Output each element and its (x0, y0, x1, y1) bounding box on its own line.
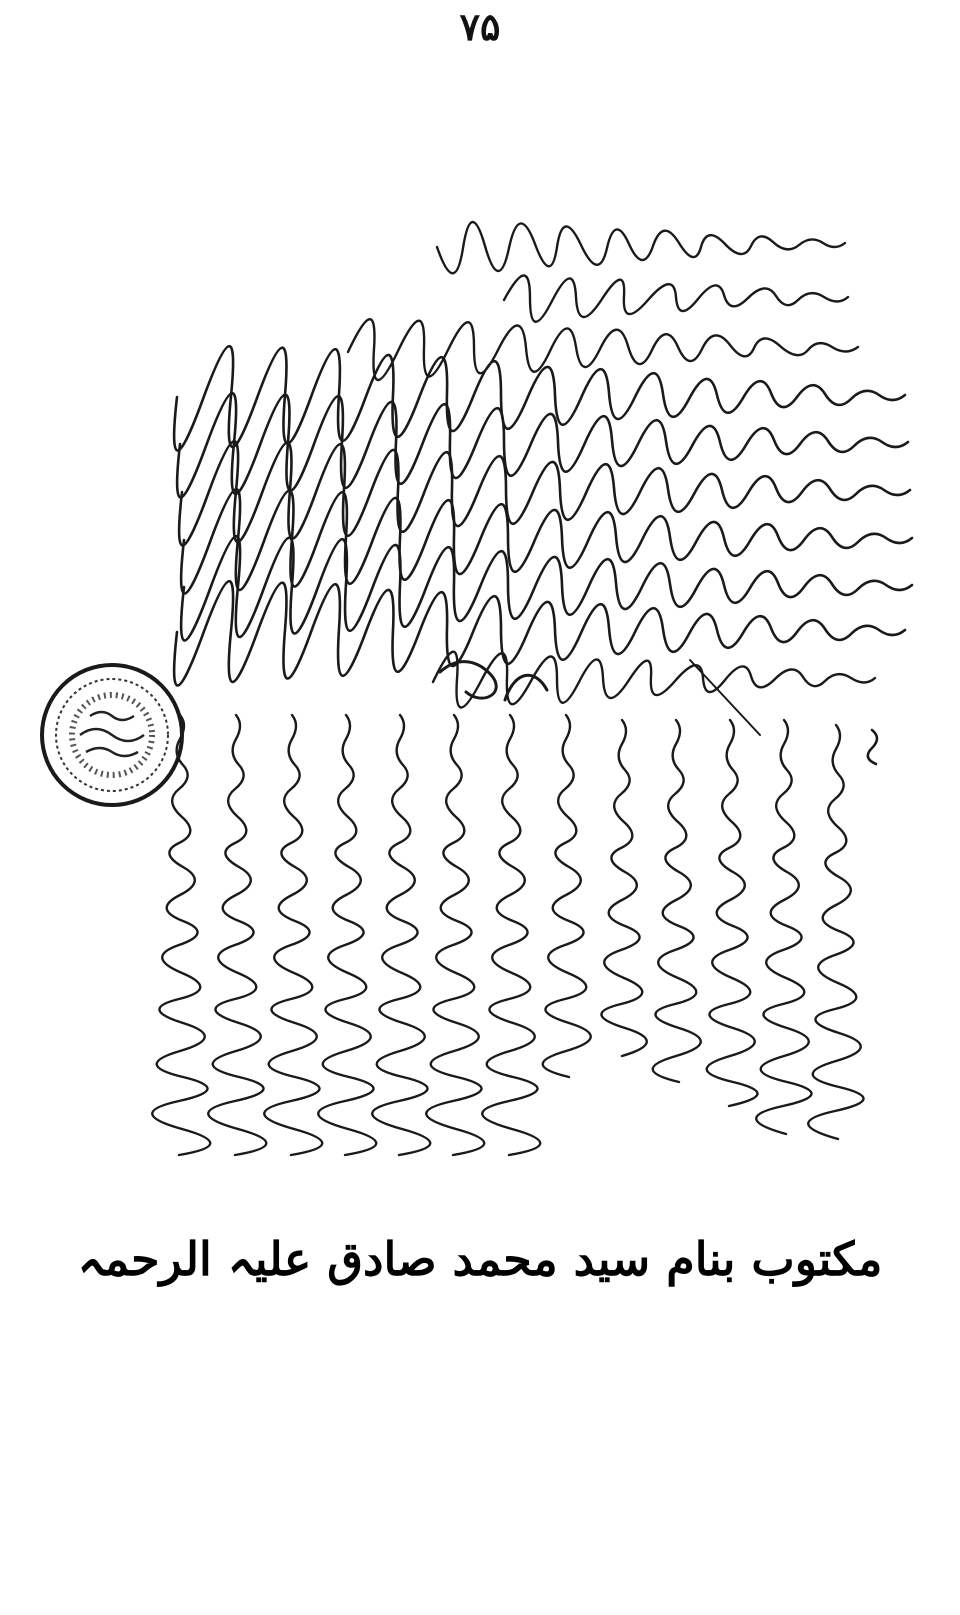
margin-mark (868, 730, 877, 764)
vertical-line-12 (756, 720, 811, 1134)
vertical-line-8 (543, 715, 591, 1077)
vertical-script-block (152, 660, 877, 1155)
vertical-line-10 (653, 720, 701, 1082)
vertical-line-7 (482, 715, 540, 1155)
script-line-4 (174, 346, 905, 450)
script-line-5 (177, 393, 908, 497)
vertical-line-4 (318, 715, 376, 1155)
vertical-line-3 (264, 715, 322, 1155)
script-line-10 (433, 652, 875, 708)
page-number: ۷۵ (459, 4, 501, 49)
script-line-7 (181, 489, 912, 593)
seal-stamp (42, 665, 182, 805)
vertical-line-9 (601, 720, 646, 1056)
script-line-6 (179, 441, 910, 545)
script-line-1 (437, 222, 845, 273)
vertical-line-11 (707, 720, 758, 1106)
script-line-2 (504, 275, 848, 321)
vertical-line-1 (152, 715, 210, 1155)
vertical-line-5 (372, 715, 430, 1155)
horizontal-script-block (174, 222, 912, 708)
vertical-line-13 (808, 725, 863, 1139)
vertical-line-6 (426, 715, 484, 1155)
vertical-line-2 (208, 715, 266, 1155)
caption: مکتوب بنام سید محمد صادق علیہ الرحمہ (77, 1232, 883, 1286)
